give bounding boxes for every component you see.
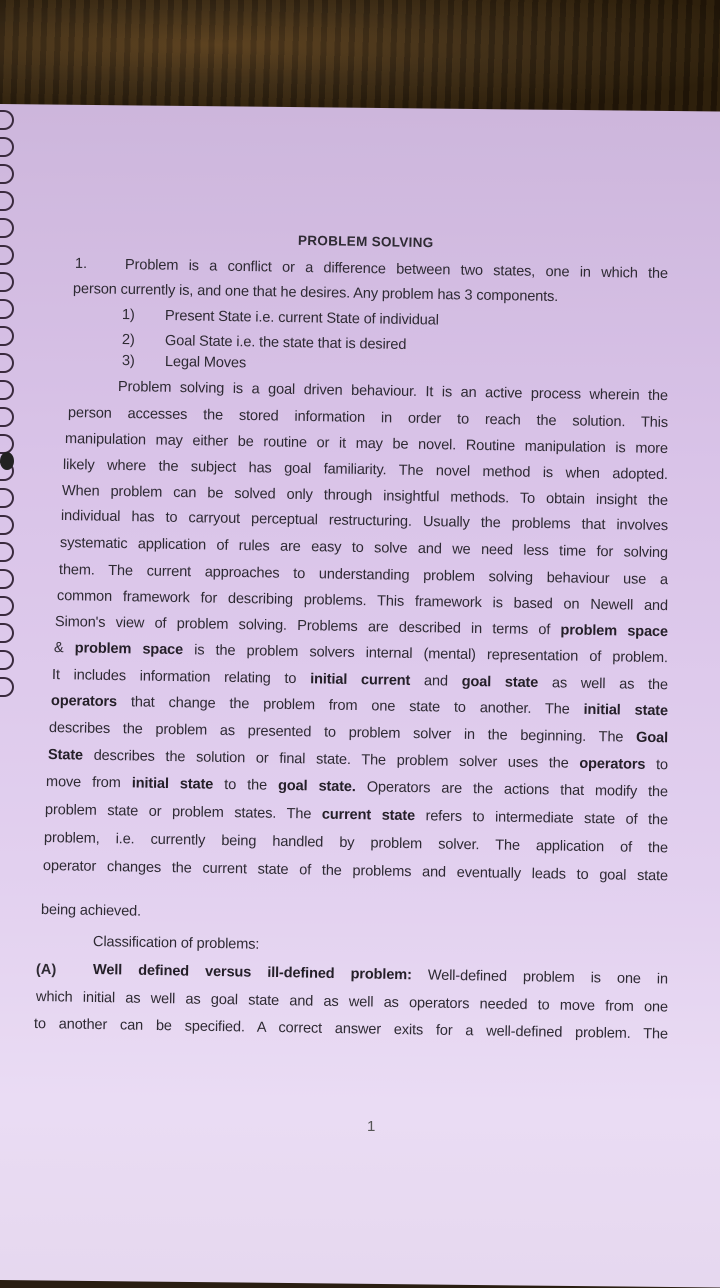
bold-term: initial state [583, 701, 669, 720]
text-run: describes the solution or final state. The problem solver uses the [82, 747, 580, 772]
binding-ring [0, 137, 14, 157]
binding-ring [0, 110, 14, 130]
text-run: to [645, 756, 669, 774]
binding-ring [0, 407, 14, 427]
text-run: them. The current approaches to understanding problem solving behaviour use a [58, 562, 669, 589]
text-run: to another can be specified. A correct answer exits for a well-defined problem. The [33, 1016, 669, 1043]
text-run: systematic application of rules are easy to solve and we need less time for solving [59, 535, 669, 562]
bold-term: Well defined versus ill-defined problem: [92, 962, 412, 984]
text-run: which initial as well as goal state and as well as operators needed to move from one [35, 989, 669, 1016]
text-run: Problem is a conflict or a difference between two states, one in which the [124, 257, 669, 283]
binding-ring [0, 380, 14, 400]
text-run: It includes information relating to [51, 667, 311, 688]
text-run: & [53, 640, 75, 657]
text-run: is the problem solvers internal (mental) representation of problem. [182, 642, 669, 667]
binding-ring [0, 245, 14, 265]
bold-term: problem space [560, 622, 669, 641]
binding-ring [0, 164, 14, 184]
binding-ring [0, 569, 14, 589]
binding-ring [0, 515, 14, 535]
binding-ring [0, 272, 14, 292]
text-run: describes the problem as presented to problem solver in the beginning. The [48, 720, 637, 746]
text-run: person accesses the stored information in order to reach the solution. This [67, 405, 669, 431]
bold-term: goal state. [277, 777, 356, 796]
bold-term: initial state [131, 775, 214, 793]
bold-term: goal state [461, 673, 539, 692]
binding-ring [0, 650, 14, 670]
binding-ring [0, 434, 14, 454]
text-run: and [410, 672, 462, 690]
text-run: problem state or problem states. The [44, 802, 322, 823]
text-line [41, 900, 141, 922]
section-label: (A) [35, 961, 57, 979]
bold-term: initial current [310, 671, 411, 689]
text-run: to the [213, 776, 279, 794]
bold-term: problem space [74, 640, 184, 659]
list-item: Goal State i.e. the state that is desired [164, 333, 407, 353]
binding-ring [0, 191, 14, 211]
text-run: manipulation may either be routine or it may be novel. Routine manipulation is more [64, 431, 669, 457]
spiral-binding [0, 110, 16, 710]
text-run: likely where the subject has goal familiarity. The novel method is when adopted. [62, 457, 669, 484]
document-title: PROBLEM SOLVING [297, 232, 434, 251]
bold-term: Goal [635, 729, 669, 747]
text-run: refers to intermediate state of the [414, 808, 669, 829]
bold-term: State [47, 747, 84, 764]
desk-background [0, 0, 720, 112]
list-number: 1) [121, 307, 135, 324]
binding-ring [0, 353, 14, 373]
text-run: Operators are the actions that modify the [355, 779, 669, 801]
binding-ring [0, 488, 14, 508]
section-heading [93, 932, 260, 955]
binding-ring [0, 542, 14, 562]
text-run: move from [45, 774, 132, 792]
text-run: When problem can be solved only through insightful methods. To obtain insight the [61, 483, 669, 510]
binding-ring [0, 218, 14, 238]
paragraph-number: 1. [74, 255, 88, 273]
bold-term: operators [579, 755, 646, 773]
text-run: common framework for describing problems. This framework is based on Newell and [56, 588, 669, 615]
bold-term: operators [50, 693, 118, 711]
text-run: Simon's view of problem solving. Problems are described in terms of [54, 614, 561, 639]
punch-hole [0, 452, 14, 470]
binding-ring [0, 677, 14, 697]
bold-term: current state [321, 806, 416, 825]
page-number: 1 [367, 1118, 376, 1135]
list-item: Legal Moves [164, 354, 247, 372]
binding-ring [0, 623, 14, 643]
text-run: being achieved. [40, 902, 142, 920]
text-run: person currently is, and one that he desires. Any problem has 3 components. [72, 281, 559, 306]
text-run: Classification of problems: [92, 934, 260, 953]
list-number: 3) [121, 353, 135, 370]
binding-ring [0, 596, 14, 616]
binding-ring [0, 299, 14, 319]
binding-ring [0, 326, 14, 346]
text-run: that change the problem from one state to another. The [116, 694, 584, 718]
text-run: individual has to carryout perceptual restructuring. Usually the problems that involves [60, 508, 669, 535]
text-run: as well as the [538, 675, 669, 694]
text-run: problem, i.e. currently being handled by problem solver. The application of the [43, 830, 669, 857]
list-item: Present State i.e. current State of individual [164, 308, 439, 329]
text-run: operator changes the current state of the problems and eventually leads to goal state [42, 858, 669, 885]
text-run: Problem solving is a goal driven behaviour. It is an active process wherein the [117, 379, 669, 405]
text-run: Well-defined problem is one in [411, 967, 669, 988]
list-number: 2) [121, 332, 135, 349]
